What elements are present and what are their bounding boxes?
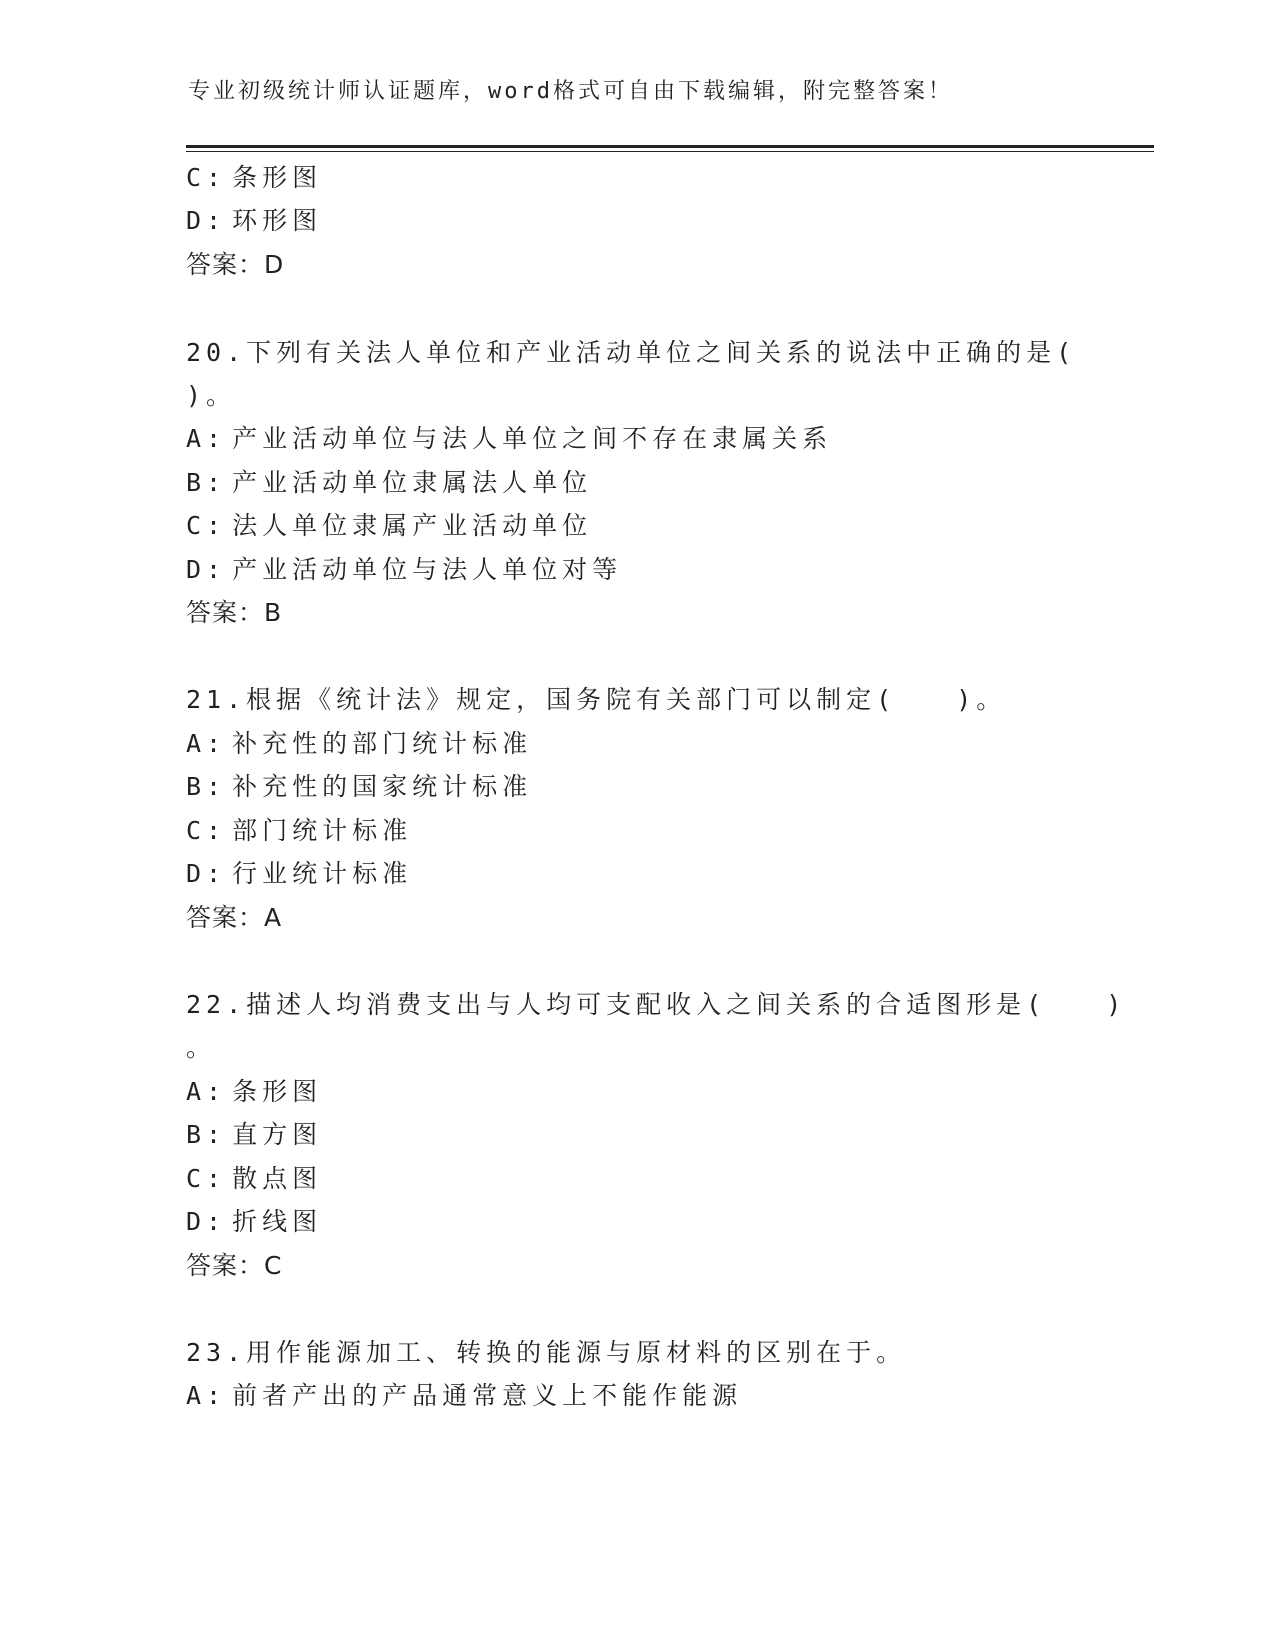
option-row bbox=[186, 1381, 742, 1411]
option-row bbox=[186, 1207, 322, 1237]
question-stem bbox=[186, 1338, 906, 1368]
option-row bbox=[186, 206, 322, 236]
option-label: D: bbox=[186, 555, 227, 584]
option-row bbox=[186, 729, 532, 759]
option-text: 直方图 bbox=[232, 1120, 323, 1149]
answer-text: 答案：D bbox=[186, 250, 285, 279]
option-row bbox=[186, 1077, 322, 1107]
option-label: B: bbox=[186, 468, 227, 497]
header-rule-thick bbox=[186, 145, 1154, 148]
option-text: 前者产出的产品通常意义上不能作能源 bbox=[232, 1381, 743, 1410]
option-text: 法人单位隶属产业活动单位 bbox=[232, 511, 593, 540]
option-label: A: bbox=[186, 1077, 227, 1106]
option-text: 补充性的部门统计标准 bbox=[232, 729, 533, 758]
option-text: 环形图 bbox=[232, 206, 323, 235]
page-header: 专业初级统计师认证题库，word格式可自由下载编辑，附完整答案！ bbox=[188, 79, 953, 104]
option-label: B: bbox=[186, 1120, 227, 1149]
option-label: A: bbox=[186, 424, 227, 453]
question-text: 下列有关法人单位和产业活动单位之间关系的说法中正确的是( bbox=[246, 338, 1077, 367]
option-text: 产业活动单位与法人单位对等 bbox=[232, 555, 623, 584]
answer-text: 答案：A bbox=[186, 903, 283, 932]
option-label: C: bbox=[186, 511, 227, 540]
option-row bbox=[186, 468, 592, 498]
answer-text: 答案：B bbox=[186, 598, 283, 627]
option-row bbox=[186, 772, 532, 802]
option-text: 条形图 bbox=[232, 1077, 323, 1106]
option-label: B: bbox=[186, 772, 227, 801]
option-label: A: bbox=[186, 1381, 227, 1410]
option-label: C: bbox=[186, 163, 227, 192]
option-text: 折线图 bbox=[232, 1207, 323, 1236]
option-row bbox=[186, 555, 622, 585]
option-label: C: bbox=[186, 816, 227, 845]
option-row bbox=[186, 1164, 322, 1194]
option-text: 条形图 bbox=[232, 163, 323, 192]
option-row bbox=[186, 859, 412, 889]
option-text: 部门统计标准 bbox=[232, 816, 413, 845]
option-row bbox=[186, 511, 592, 541]
option-row bbox=[186, 816, 412, 846]
option-label: D: bbox=[186, 859, 227, 888]
question-text: 描述人均消费支出与人均可支配收入之间关系的合适图形是( ) bbox=[246, 990, 1127, 1019]
option-text: 产业活动单位与法人单位之间不存在隶属关系 bbox=[232, 424, 833, 453]
answer-text: 答案：C bbox=[186, 1251, 283, 1280]
question-stem bbox=[186, 338, 1076, 368]
option-text: 补充性的国家统计标准 bbox=[232, 772, 533, 801]
question-stem bbox=[186, 685, 1006, 715]
option-row bbox=[186, 424, 832, 454]
question-stem-continuation: 。 bbox=[186, 1033, 217, 1062]
question-stem-continuation: )。 bbox=[186, 381, 237, 410]
question-number: 20. bbox=[186, 338, 247, 367]
option-label: D: bbox=[186, 1207, 227, 1236]
question-stem bbox=[186, 990, 1126, 1020]
question-number: 22. bbox=[186, 990, 247, 1019]
option-text: 行业统计标准 bbox=[232, 859, 413, 888]
question-number: 23. bbox=[186, 1338, 247, 1367]
option-row bbox=[186, 1120, 322, 1150]
question-text: 根据《统计法》规定，国务院有关部门可以制定( )。 bbox=[246, 685, 1007, 714]
option-label: A: bbox=[186, 729, 227, 758]
question-number: 21. bbox=[186, 685, 247, 714]
option-label: C: bbox=[186, 1164, 227, 1193]
option-text: 产业活动单位隶属法人单位 bbox=[232, 468, 593, 497]
header-rule-thin bbox=[186, 151, 1154, 152]
option-row bbox=[186, 163, 322, 193]
option-label: D: bbox=[186, 206, 227, 235]
question-text: 用作能源加工、转换的能源与原材料的区别在于。 bbox=[246, 1338, 907, 1367]
option-text: 散点图 bbox=[232, 1164, 323, 1193]
